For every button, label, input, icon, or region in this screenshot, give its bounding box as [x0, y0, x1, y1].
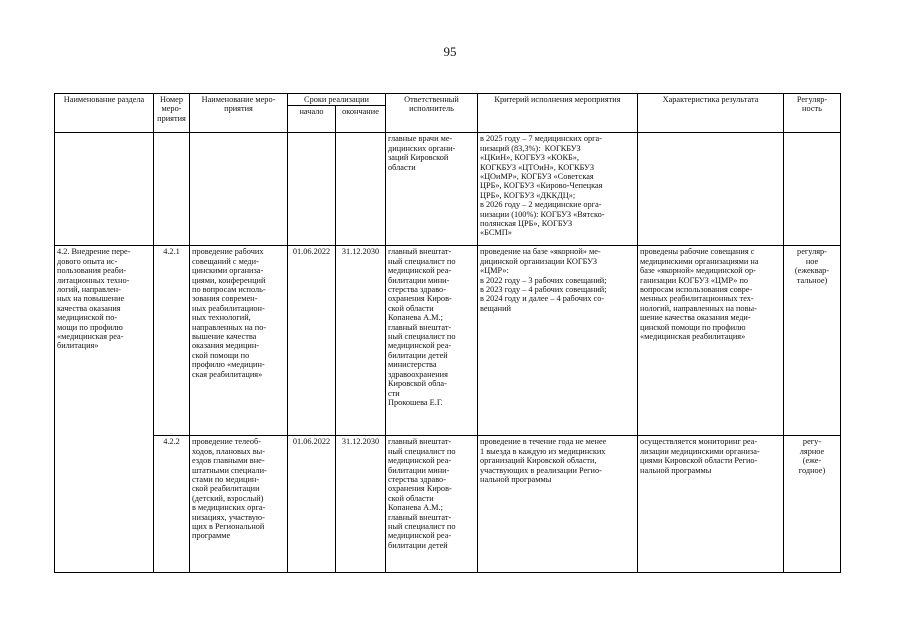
cell-end: 31.12.2030 [336, 436, 386, 573]
cell-result: осуществляется мониторинг реа- лизации медицинскими организа- циями Кировской области Регио- нальной программы [638, 436, 784, 573]
cell-empty [638, 133, 784, 246]
table-row-4-2-1 [55, 246, 841, 436]
cell-result: проведены рабочие совещания с медицинскими организациями на базе «якорной» медицинской ор- ганизации КОГБУЗ «ЦМР» по вопросам использования совре- менных реабилитационных тех- нологий, направленных на повы- шение качества оказания меди- цинской помощи по профилю «медицинская реабилитация» [638, 246, 784, 436]
table-row-continuation [55, 133, 841, 246]
header-regularity: Регуляр- ность [784, 94, 841, 133]
cell-criterion: проведение в течение года не менее 1 выезда в каждую из медицинских организаций Кировской области, участвующих в реализации Регио- нальной программы [478, 436, 638, 573]
cell-measure: проведение рабочих совещаний с меди- цинскими организа- циями, конференций по вопросам исполь- зования современ- ных реабилитацион- ных технологий, направленных на по- вышение качества оказания медицин- ской помощи по профилю «медицин- ская реабилитация» [190, 246, 288, 436]
cell-measure: проведение телеоб- ходов, плановых вы- ездов главными вне- штатными специали- стами по медицин- ской реабилитации (детский, взрослый) в медицинских орга- низациях, участвую- щих в Региональной программе [190, 436, 288, 573]
cell-responsible: главный внештат- ный специалист по медицинской реа- билитации мини- стерства здраво- охранения Киров- ской области Копанева А.М.; главный внештат- ный специалист по медицинской реа- билитации детей [386, 436, 478, 573]
cell-number: 4.2.1 [154, 246, 190, 436]
cell-empty [784, 133, 841, 246]
header-number: Номер меро- приятия [154, 94, 190, 133]
cell-start: 01.06.2022 [288, 246, 336, 436]
cell-criterion: проведение на базе «якорной» ме- дицинской организации КОГБУЗ «ЦМР»: в 2022 году – 3 рабочих совещаний; в 2023 году – 4 рабочих совещаний; в 2024 году и далее – 4 рабочих со- вещаний [478, 246, 638, 436]
cell-responsible: главный внештат- ный специалист по медицинской реа- билитации мини- стерства здраво- охранения Киров- ской области Копанева А.М.; главный внештат- ный специалист по медицинской реа- билитации детей министерства здравоохранения Кировской обла- сти Прокошева Е.Г. [386, 246, 478, 436]
header-end: окончание [336, 106, 386, 133]
cell-start: 01.06.2022 [288, 436, 336, 573]
cell-regularity: регу- лярное (еже- годное) [784, 436, 841, 573]
cell-responsible: главные врачи ме- дицинских органи- заций Кировской области [386, 133, 478, 246]
cell-empty [55, 133, 154, 246]
header-measure: Наименование меро- приятия [190, 94, 288, 133]
cell-section: 4.2. Внедрение пере- дового опыта ис- пользования реаби- литационных техно- логий, направлен- ных на повышение качества оказания медицинской по- мощи по профилю «медицинская реа- билитация» [55, 246, 154, 573]
cell-empty [288, 133, 336, 246]
cell-end: 31.12.2030 [336, 246, 386, 436]
header-result: Характеристика результата [638, 94, 784, 133]
cell-number: 4.2.2 [154, 436, 190, 573]
header-section: Наименование раздела [55, 94, 154, 133]
plan-table [54, 93, 841, 573]
header-criterion: Критерий исполнения мероприятия [478, 94, 638, 133]
cell-empty [154, 133, 190, 246]
cell-criterion: в 2025 году – 7 медицинских орга- низаций (83,3%): КОГКБУЗ «ЦКиН», КОГБУЗ «КОКБ», КОГКБУЗ «ЦТОиН», КОГКБУЗ «ЦОиМР», КОГБУЗ «Советская ЦРБ», КОГБУЗ «Кирово-Чепецкая ЦРБ», КОГБУЗ «ДККДЦ»; в 2026 году – 2 медицинские орга- низации (100%): КОГБУЗ «Вятско- полянская ЦРБ», КОГБУЗ «БСМП» [478, 133, 638, 246]
table-header-row [55, 94, 841, 106]
header-responsible: Ответственный исполнитель [386, 94, 478, 133]
table-row-4-2-2 [55, 436, 841, 573]
header-start: начало [288, 106, 336, 133]
cell-empty [190, 133, 288, 246]
page-number: 95 [443, 44, 457, 59]
cell-empty [336, 133, 386, 246]
header-terms: Сроки реализации [288, 94, 386, 106]
cell-regularity: регуляр- ное (ежеквар- тальное) [784, 246, 841, 436]
